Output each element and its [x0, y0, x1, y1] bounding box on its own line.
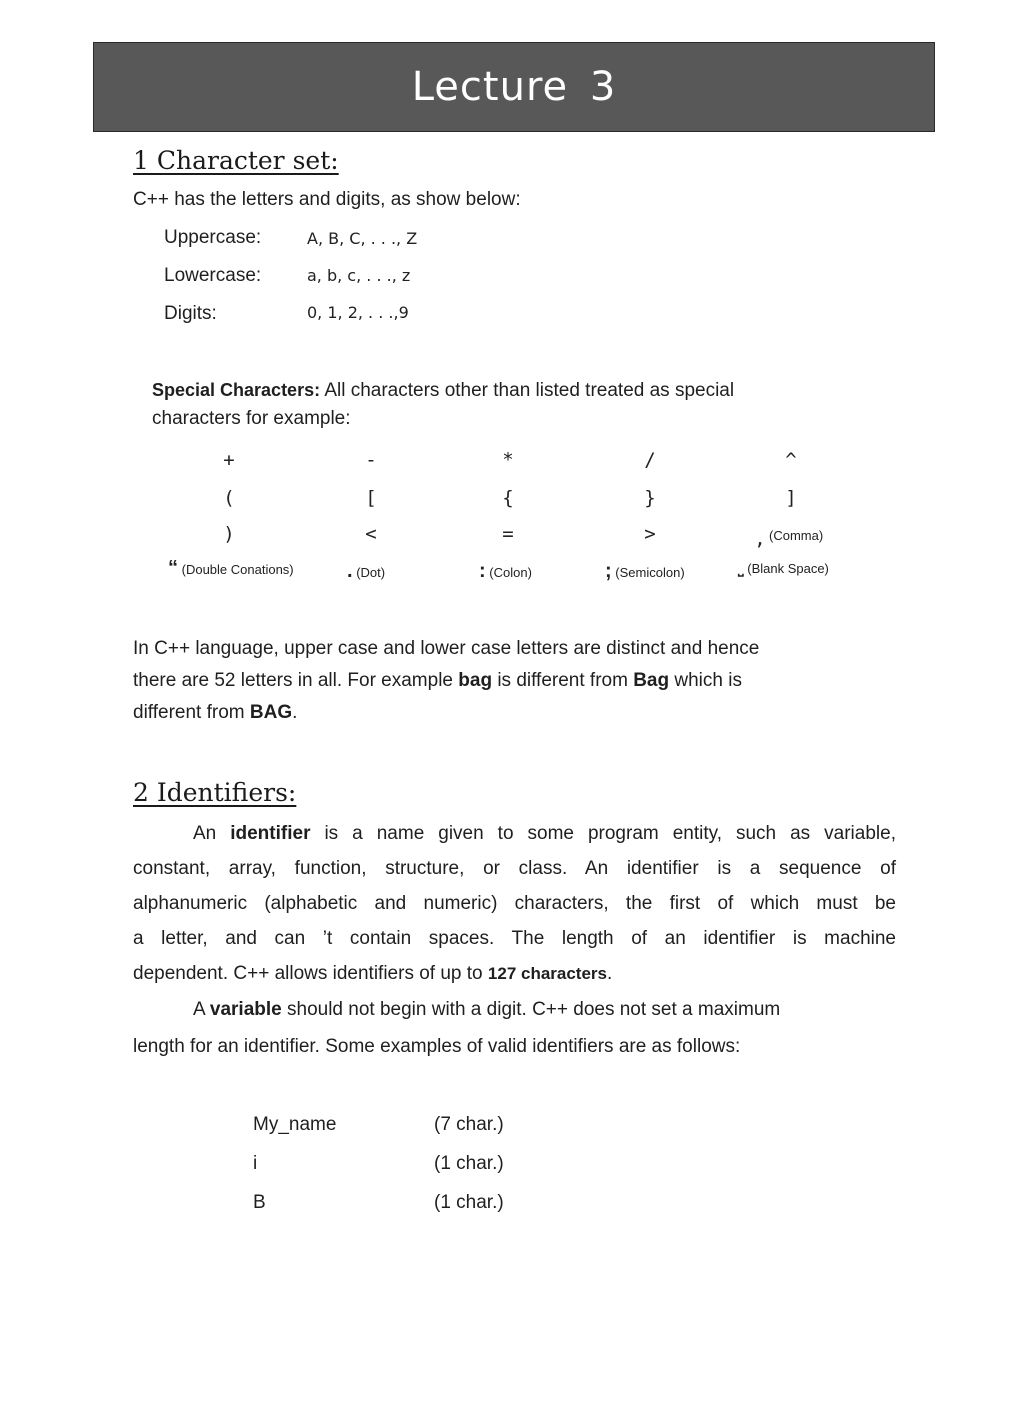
example-name: B	[253, 1192, 266, 1213]
symbol-comma: ,	[754, 528, 766, 550]
word-bag: bag	[458, 670, 493, 691]
symbol-less-than: <	[365, 523, 377, 545]
case-text: which is	[669, 670, 742, 691]
term-variable: variable	[209, 999, 282, 1020]
section-heading-identifiers: 2 Identifiers:	[133, 778, 297, 807]
case-text: is different from	[492, 670, 634, 691]
symbol-open-bracket: [	[365, 487, 377, 509]
note-semicolon	[605, 560, 685, 583]
colon-glyph: :	[479, 560, 486, 582]
double-quote-glyph: “	[168, 557, 178, 579]
para-text: A	[193, 999, 210, 1020]
lecture-banner	[93, 42, 935, 132]
case-text: there are 52 letters in all. For example	[133, 670, 459, 691]
section-heading-character-set: 1 Character set:	[133, 146, 339, 175]
special-characters-line1	[152, 380, 734, 402]
identifier-para-line3: alphanumeric (alphabetic and numeric) characters, the first of which must be	[133, 893, 896, 914]
example-length: (7 char.)	[434, 1114, 504, 1135]
blank-space-label: (Blank Space)	[747, 561, 829, 576]
variable-para-line2: length for an identifier. Some examples of valid identifiers are as follows:	[133, 1036, 741, 1057]
para-text: .	[607, 963, 613, 984]
colon-label: (Colon)	[489, 565, 532, 580]
special-characters-label: Special Characters:	[152, 380, 321, 400]
example-length: (1 char.)	[434, 1192, 504, 1213]
symbol-equals: =	[502, 523, 514, 545]
symbol-minus: -	[365, 449, 377, 471]
symbol-caret: ^	[785, 449, 797, 471]
uppercase-label: Uppercase:	[164, 227, 262, 248]
para-text: is a name given to some program entity, such as variable,	[310, 823, 896, 844]
identifier-para-line4: a letter, and can ’t contain spaces. The length of an identifier is machine	[133, 928, 896, 949]
semicolon-glyph: ;	[605, 560, 612, 582]
term-127-characters: 127 characters	[487, 964, 607, 983]
identifier-para-line2: constant, array, function, structure, or class. An identifier is a sequence of	[133, 858, 896, 879]
note-dot	[347, 560, 385, 583]
dot-label: (Dot)	[356, 565, 386, 580]
character-set-intro: C++ has the letters and digits, as show below:	[133, 189, 521, 210]
symbol-asterisk: *	[502, 449, 514, 471]
lowercase-label: Lowercase:	[164, 265, 262, 286]
symbol-greater-than: >	[644, 523, 656, 545]
symbol-slash: /	[644, 449, 656, 471]
example-length: (1 char.)	[434, 1153, 504, 1174]
word-Bag: Bag	[633, 670, 670, 691]
note-double-quotes	[168, 557, 294, 580]
dot-glyph: .	[347, 560, 353, 582]
semicolon-label: (Semicolon)	[615, 565, 685, 580]
example-name: i	[253, 1153, 258, 1174]
special-characters-line2: characters for example:	[152, 408, 351, 429]
uppercase-value: A, B, C, . . ., Z	[307, 229, 418, 248]
note-colon	[479, 560, 532, 583]
note-blank-space	[738, 560, 829, 577]
identifier-para-line5	[133, 956, 896, 991]
symbol-plus: +	[223, 449, 235, 471]
case-text: .	[292, 702, 298, 723]
lowercase-value: a, b, c, . . ., z	[307, 266, 411, 285]
para-text: dependent. C++ allows identifiers of up to	[133, 963, 488, 984]
symbol-open-brace: {	[502, 487, 514, 509]
identifier-paragraph	[133, 816, 896, 1065]
symbol-open-paren: (	[223, 487, 235, 509]
variable-para-line1	[133, 991, 896, 1028]
special-characters-text: All characters other than listed treated as special	[320, 380, 735, 401]
case-text: different from	[133, 702, 250, 723]
double-quote-label: (Double Conations)	[181, 562, 294, 577]
word-BAG: BAG	[249, 702, 293, 723]
case-para-line3	[133, 702, 297, 724]
case-para-line2	[133, 670, 742, 692]
blank-space-icon: ⎵	[738, 560, 744, 576]
comma-note: (Comma)	[769, 528, 824, 543]
lecture-title: Lecture 3	[411, 64, 617, 110]
para-text: should not begin with a digit. C++ does not set a maximum	[281, 999, 781, 1020]
symbol-close-bracket: ]	[785, 487, 797, 509]
symbol-close-paren: )	[223, 523, 235, 545]
para-text: An	[193, 823, 231, 844]
symbol-close-brace: }	[644, 487, 656, 509]
example-name: My_name	[253, 1114, 337, 1135]
identifier-para-line1	[133, 816, 896, 851]
term-identifier: identifier	[230, 823, 311, 844]
digits-value: 0, 1, 2, . . .,9	[307, 303, 409, 322]
digits-label: Digits:	[164, 303, 217, 324]
case-para-line1: In C++ language, upper case and lower case letters are distinct and hence	[133, 638, 760, 659]
